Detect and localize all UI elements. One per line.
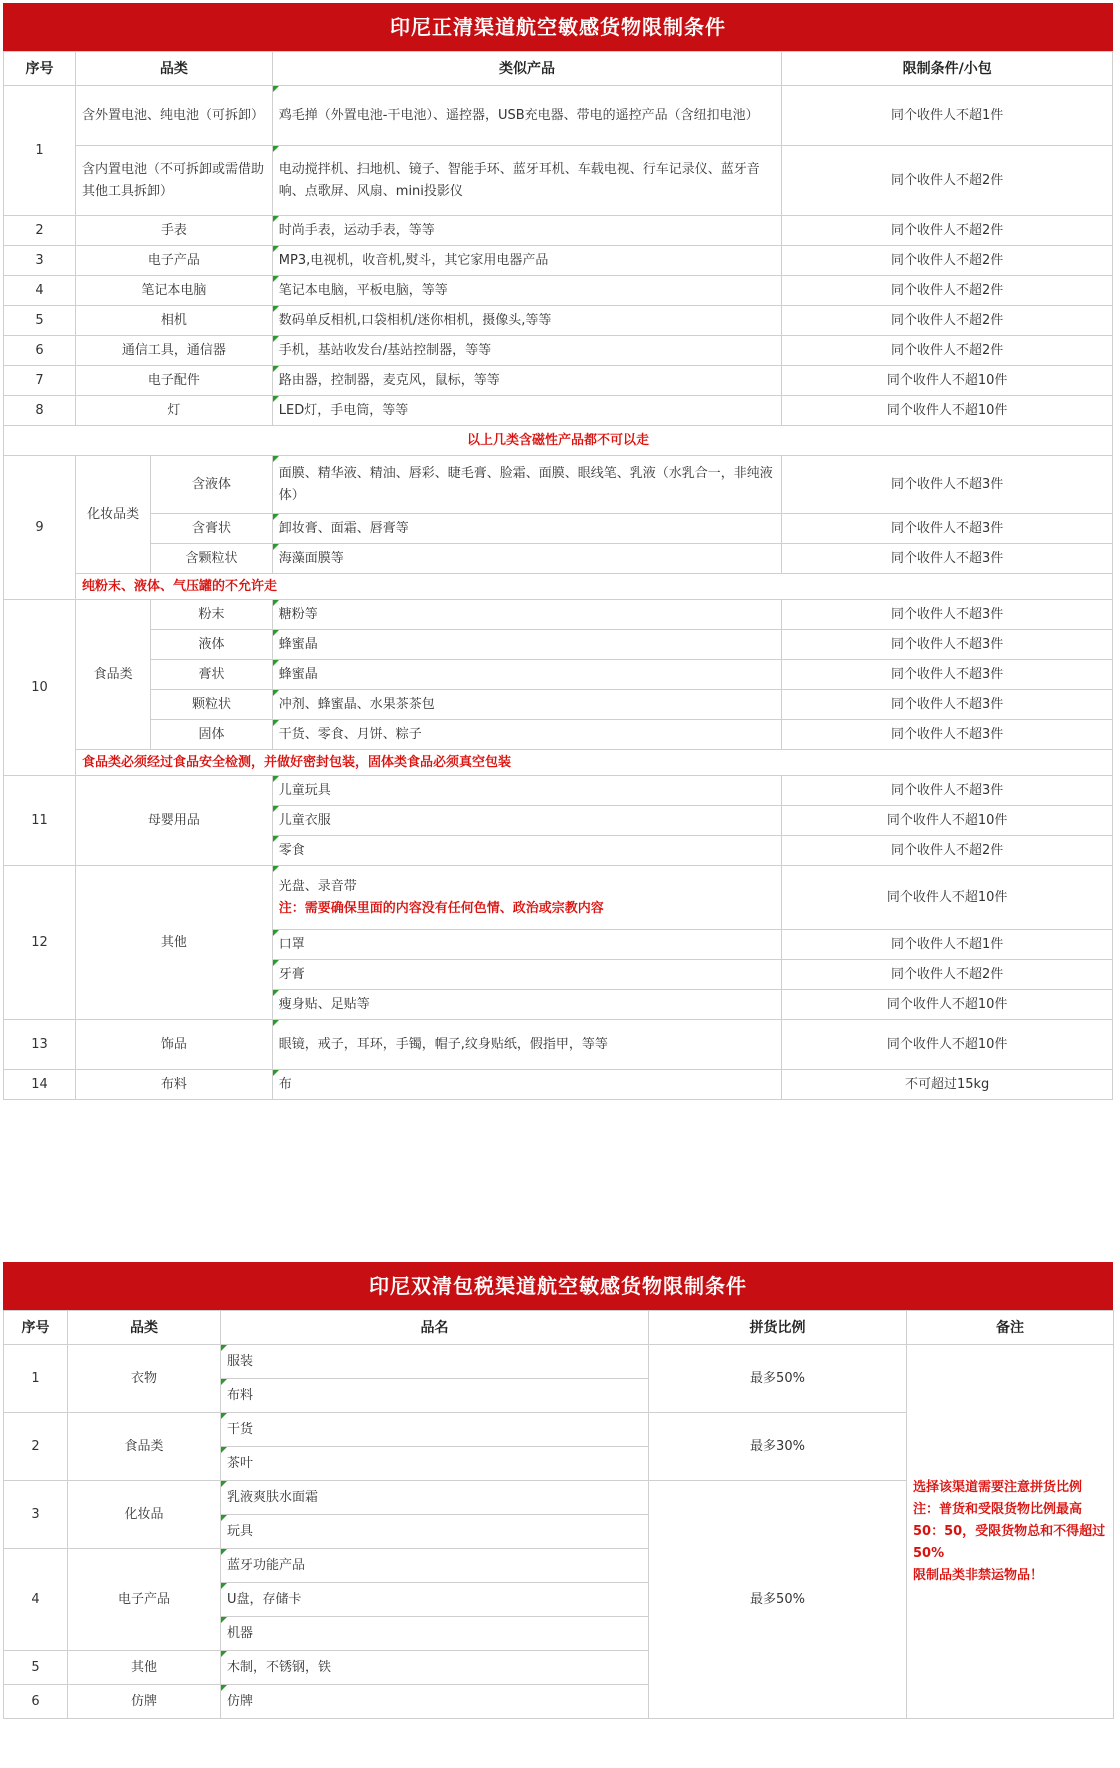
products-cell: LED灯，手电筒，等等 (272, 396, 782, 426)
category-cell: 饰品 (75, 1020, 272, 1070)
row-number: 6 (4, 1685, 68, 1719)
row-number: 6 (4, 336, 76, 366)
remark-line: 选择该渠道需要注意拼货比例 (913, 1479, 1083, 1495)
limit-cell: 同个收件人不超10件 (782, 866, 1113, 930)
row-number: 5 (4, 306, 76, 336)
limit-cell: 同个收件人不超2件 (782, 246, 1113, 276)
products-cell: 冲剂、蜂蜜晶、水果茶茶包 (272, 690, 782, 720)
table-row (4, 1020, 1113, 1070)
subcategory-cell: 颗粒状 (151, 690, 272, 720)
products-cell: 儿童衣服 (272, 806, 782, 836)
row-number: 4 (4, 1549, 68, 1651)
table-row (4, 276, 1113, 306)
subcategory-cell: 含膏状 (151, 514, 272, 544)
limit-cell: 同个收件人不超2件 (782, 306, 1113, 336)
category-cell: 灯 (75, 396, 272, 426)
table2-title: 印尼双清包税渠道航空敏感货物限制条件 (3, 1262, 1113, 1310)
limit-cell: 同个收件人不超10件 (782, 990, 1113, 1020)
notice-row (4, 426, 1113, 456)
table-row (4, 146, 1113, 216)
table-row (4, 720, 1113, 750)
table-row (4, 336, 1113, 366)
products-cell: 笔记本电脑，平板电脑，等等 (272, 276, 782, 306)
limit-cell: 同个收件人不超3件 (782, 720, 1113, 750)
item-cell: 木制，不锈钢，铁 (221, 1651, 649, 1685)
item-cell: 玩具 (221, 1515, 649, 1549)
products-cell: 面膜、精华液、精油、唇彩、睫毛膏、脸霜、面膜、眼线笔、乳液（水乳合一，非纯液体） (272, 456, 782, 514)
limit-cell: 同个收件人不超3件 (782, 514, 1113, 544)
limit-cell: 同个收件人不超3件 (782, 690, 1113, 720)
row-number: 12 (4, 866, 76, 1020)
products-cell: MP3,电视机，收音机,熨斗，其它家用电器产品 (272, 246, 782, 276)
table-row (4, 366, 1113, 396)
row-number: 1 (4, 86, 76, 216)
category-cell: 化妆品类 (75, 456, 150, 574)
table-row (4, 866, 1113, 930)
table-row (4, 86, 1113, 146)
table-row (4, 544, 1113, 574)
limit-cell: 同个收件人不超1件 (782, 930, 1113, 960)
item-cell: 仿牌 (221, 1685, 649, 1719)
table-row (4, 600, 1113, 630)
products-cell: 蜂蜜晶 (272, 660, 782, 690)
col-header-limit: 限制条件/小包 (782, 52, 1113, 86)
table2-section (3, 1262, 1113, 1719)
table2-header-row (4, 1311, 1114, 1345)
products-cell: 电动搅拌机、扫地机、镜子、智能手环、蓝牙耳机、车载电视、行车记录仪、蓝牙音响、点歌屏、风扇、mini投影仪 (272, 146, 782, 216)
table-row (4, 630, 1113, 660)
table1-header-row (4, 52, 1113, 86)
products-cell: 时尚手表，运动手表，等等 (272, 216, 782, 246)
category-cell: 相机 (75, 306, 272, 336)
products-cell: 布 (272, 1070, 782, 1100)
category-cell: 电子产品 (75, 246, 272, 276)
table1 (3, 51, 1113, 1100)
limit-cell: 同个收件人不超10件 (782, 366, 1113, 396)
products-cell: 路由器，控制器，麦克风，鼠标，等等 (272, 366, 782, 396)
remark-cell (907, 1345, 1114, 1719)
col-header-category: 品类 (75, 52, 272, 86)
subcategory-cell: 固体 (151, 720, 272, 750)
limit-cell: 同个收件人不超10件 (782, 396, 1113, 426)
ratio-cell: 最多50% (649, 1481, 907, 1719)
limit-cell: 同个收件人不超1件 (782, 86, 1113, 146)
table1-section (3, 3, 1113, 1100)
remark-line: 50：50，受限货物总和不得超过50% (913, 1523, 1106, 1561)
products-cell: 眼镜，戒子，耳环，手镯，帽子,纹身贴纸，假指甲，等等 (272, 1020, 782, 1070)
col-header-similar-products: 类似产品 (272, 52, 782, 86)
item-cell: 布料 (221, 1379, 649, 1413)
limit-cell: 同个收件人不超2件 (782, 836, 1113, 866)
content-warning: 注：需要确保里面的内容没有任何色情、政治或宗教内容 (278, 900, 604, 916)
table-row (4, 690, 1113, 720)
products-cell: 零食 (272, 836, 782, 866)
note-row (4, 750, 1113, 776)
col-header-item-name: 品名 (221, 1311, 649, 1345)
category-cell: 母婴用品 (75, 776, 272, 866)
category-cell: 布料 (75, 1070, 272, 1100)
limit-cell: 同个收件人不超3件 (782, 660, 1113, 690)
limit-cell: 同个收件人不超10件 (782, 1020, 1113, 1070)
category-cell: 其他 (75, 866, 272, 1020)
limit-cell: 同个收件人不超3件 (782, 630, 1113, 660)
limit-cell: 不可超过15kg (782, 1070, 1113, 1100)
category-cell: 食品类 (68, 1413, 221, 1481)
category-cell: 手表 (75, 216, 272, 246)
table-row (4, 396, 1113, 426)
table2 (3, 1310, 1114, 1719)
subcategory-cell: 膏状 (151, 660, 272, 690)
row-number: 2 (4, 1413, 68, 1481)
row-number: 4 (4, 276, 76, 306)
col-header-remark: 备注 (907, 1311, 1114, 1345)
table-row (4, 246, 1113, 276)
products-cell: 手机，基站收发台/基站控制器，等等 (272, 336, 782, 366)
remark-line: 限制品类非禁运物品！ (913, 1567, 1044, 1583)
table-row (4, 306, 1113, 336)
products-cell: 蜂蜜晶 (272, 630, 782, 660)
category-cell: 通信工具，通信器 (75, 336, 272, 366)
products-cell: 海藻面膜等 (272, 544, 782, 574)
item-cell: U盘，存储卡 (221, 1583, 649, 1617)
item-cell: 机器 (221, 1617, 649, 1651)
limit-cell: 同个收件人不超2件 (782, 960, 1113, 990)
ratio-cell: 最多50% (649, 1345, 907, 1413)
subcategory-cell: 粉末 (151, 600, 272, 630)
category-cell: 电子配件 (75, 366, 272, 396)
table-row (4, 1070, 1113, 1100)
limit-cell: 同个收件人不超3件 (782, 456, 1113, 514)
limit-cell: 同个收件人不超3件 (782, 600, 1113, 630)
category-cell: 衣物 (68, 1345, 221, 1413)
row-number: 3 (4, 1481, 68, 1549)
products-cell: 干货、零食、月饼、粽子 (272, 720, 782, 750)
limit-cell: 同个收件人不超2件 (782, 336, 1113, 366)
row-number: 11 (4, 776, 76, 866)
row-number: 5 (4, 1651, 68, 1685)
col-header-no: 序号 (4, 52, 76, 86)
subcategory-cell: 液体 (151, 630, 272, 660)
col-header-category: 品类 (68, 1311, 221, 1345)
subcategory-cell: 含颗粒状 (151, 544, 272, 574)
remark-line: 注：普货和受限货物比例最高 (913, 1501, 1083, 1517)
row-number: 9 (4, 456, 76, 600)
note-row (4, 574, 1113, 600)
row-number: 8 (4, 396, 76, 426)
food-note: 食品类必须经过食品安全检测，并做好密封包装，固体类食品必须真空包装 (75, 750, 1112, 776)
category-cell: 仿牌 (68, 1685, 221, 1719)
category-cell: 含外置电池、纯电池（可拆卸） (75, 86, 272, 146)
item-cell: 蓝牙功能产品 (221, 1549, 649, 1583)
item-cell: 茶叶 (221, 1447, 649, 1481)
table1-title: 印尼正清渠道航空敏感货物限制条件 (3, 3, 1113, 51)
table-row (4, 1345, 1114, 1379)
row-number: 2 (4, 216, 76, 246)
col-header-ratio: 拼货比例 (649, 1311, 907, 1345)
category-cell: 笔记本电脑 (75, 276, 272, 306)
ratio-cell: 最多30% (649, 1413, 907, 1481)
category-cell: 电子产品 (68, 1549, 221, 1651)
row-number: 1 (4, 1345, 68, 1413)
row-number: 3 (4, 246, 76, 276)
products-cell: 儿童玩具 (272, 776, 782, 806)
category-cell: 含内置电池（不可拆卸或需借助其他工具拆卸） (75, 146, 272, 216)
products-cell: 牙膏 (272, 960, 782, 990)
limit-cell: 同个收件人不超3件 (782, 776, 1113, 806)
table-row (4, 514, 1113, 544)
table-row (4, 660, 1113, 690)
table-row (4, 776, 1113, 806)
limit-cell: 同个收件人不超2件 (782, 146, 1113, 216)
products-cell: 瘦身贴、足贴等 (272, 990, 782, 1020)
subcategory-cell: 含液体 (151, 456, 272, 514)
item-cell: 干货 (221, 1413, 649, 1447)
products-cell (272, 866, 782, 930)
row-number: 13 (4, 1020, 76, 1070)
category-cell: 食品类 (75, 600, 150, 750)
category-cell: 其他 (68, 1651, 221, 1685)
row-number: 10 (4, 600, 76, 776)
cosmetics-note: 纯粉末、液体、气压罐的不允许走 (75, 574, 1112, 600)
limit-cell: 同个收件人不超3件 (782, 544, 1113, 574)
products-cell: 糖粉等 (272, 600, 782, 630)
category-cell: 化妆品 (68, 1481, 221, 1549)
item-cell: 服装 (221, 1345, 649, 1379)
table-row (4, 216, 1113, 246)
table-row (4, 456, 1113, 514)
row-number: 14 (4, 1070, 76, 1100)
products-cell: 口罩 (272, 930, 782, 960)
products-cell: 卸妆膏、面霜、唇膏等 (272, 514, 782, 544)
magnetic-notice: 以上几类含磁性产品都不可以走 (4, 426, 1113, 456)
limit-cell: 同个收件人不超10件 (782, 806, 1113, 836)
products-cell: 数码单反相机,口袋相机/迷你相机，摄像头,等等 (272, 306, 782, 336)
limit-cell: 同个收件人不超2件 (782, 216, 1113, 246)
limit-cell: 同个收件人不超2件 (782, 276, 1113, 306)
col-header-no: 序号 (4, 1311, 68, 1345)
products-text: 光盘、录音带 (278, 878, 357, 894)
item-cell: 乳液爽肤水面霜 (221, 1481, 649, 1515)
row-number: 7 (4, 366, 76, 396)
products-cell: 鸡毛掸（外置电池-干电池）、遥控器，USB充电器、带电的遥控产品（含纽扣电池） (272, 86, 782, 146)
